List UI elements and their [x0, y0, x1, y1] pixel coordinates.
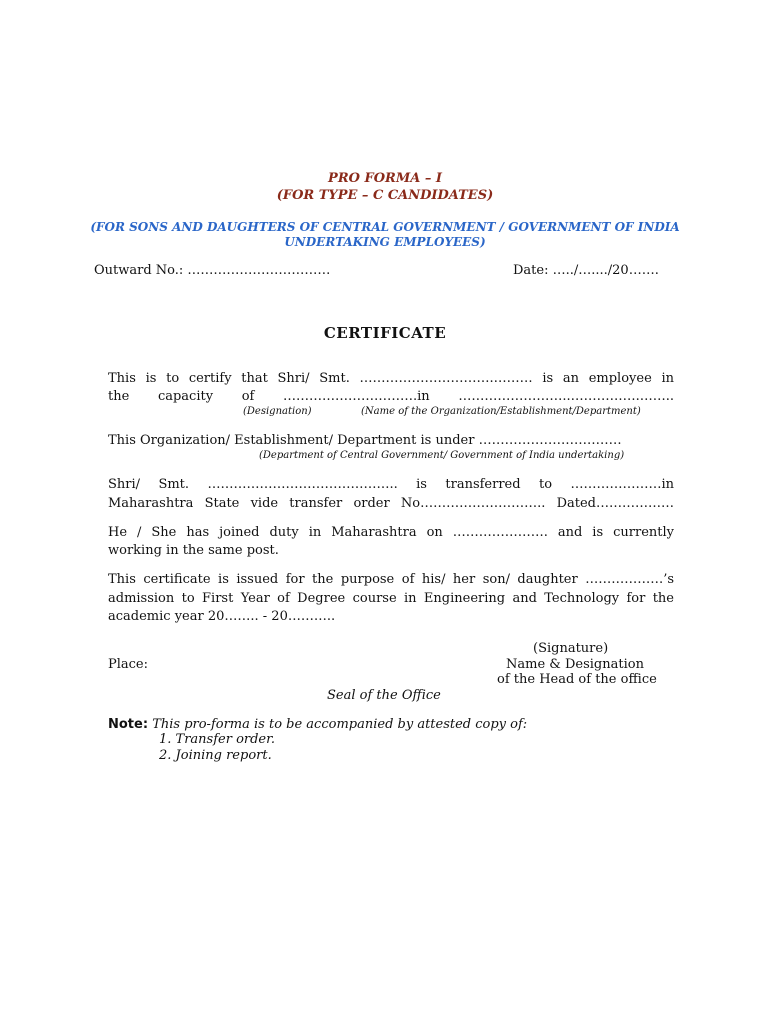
organization-note: (Name of the Organization/Establishment/Department) — [361, 406, 641, 417]
subtitle-line-2: UNDERTAKING EMPLOYEES) — [284, 235, 486, 249]
proforma-title: PRO FORMA – I — [328, 171, 442, 186]
para1-line1: This is to certify that Shri/ Smt. ………………………….……… is an employee in — [108, 371, 674, 386]
para5-line3: academic year 20…….. - 20……….. — [108, 609, 336, 624]
para4-line2: working in the same post. — [108, 543, 279, 558]
para1-line2: the capacity of ………………………….in ……………………..…………….…….. — [108, 389, 674, 404]
signature-label: (Signature) — [533, 641, 609, 656]
candidate-type-title: (FOR TYPE – C CANDIDATES) — [276, 188, 494, 203]
para2-line1: This Organization/ Establishment/ Department is under …………………………… — [108, 433, 622, 448]
seal-label: Seal of the Office — [327, 688, 441, 703]
note-text: This pro-forma is to be accompanied by attested copy of: — [152, 717, 528, 732]
para4-line1: He / She has joined duty in Maharashtra on …………………. and is currently — [108, 525, 674, 540]
outward-number: Outward No.: …………………………… — [94, 263, 331, 278]
date-field: Date: …../…..../20……. — [513, 263, 659, 278]
para3-line2: Maharashtra State vide transfer order No……………………….. Dated……………… — [108, 496, 674, 511]
para3-line1: Shri/ Smt. …………………………………….. is transferred to …………………in — [108, 477, 674, 492]
note-item-joining-report: 2. Joining report. — [159, 748, 272, 763]
head-of-office-label: of the Head of the office — [497, 672, 657, 687]
department-note: (Department of Central Government/ Government of India undertaking) — [259, 450, 625, 461]
para5-line1: This certificate is issued for the purpose of his/ her son/ daughter ………………’s — [108, 572, 674, 587]
para5-line2: admission to First Year of Degree course in Engineering and Technology for the — [108, 591, 674, 606]
note-item-transfer-order: 1. Transfer order. — [159, 732, 276, 747]
subtitle-line-1: (FOR SONS AND DAUGHTERS OF CENTRAL GOVERNMENT / GOVERNMENT OF INDIA — [90, 220, 680, 234]
note-label: Note: — [108, 717, 149, 732]
certificate-heading: CERTIFICATE — [323, 324, 447, 342]
name-designation-label: Name & Designation — [506, 657, 644, 672]
place-label: Place: — [108, 657, 149, 672]
designation-note: (Designation) — [243, 406, 312, 417]
